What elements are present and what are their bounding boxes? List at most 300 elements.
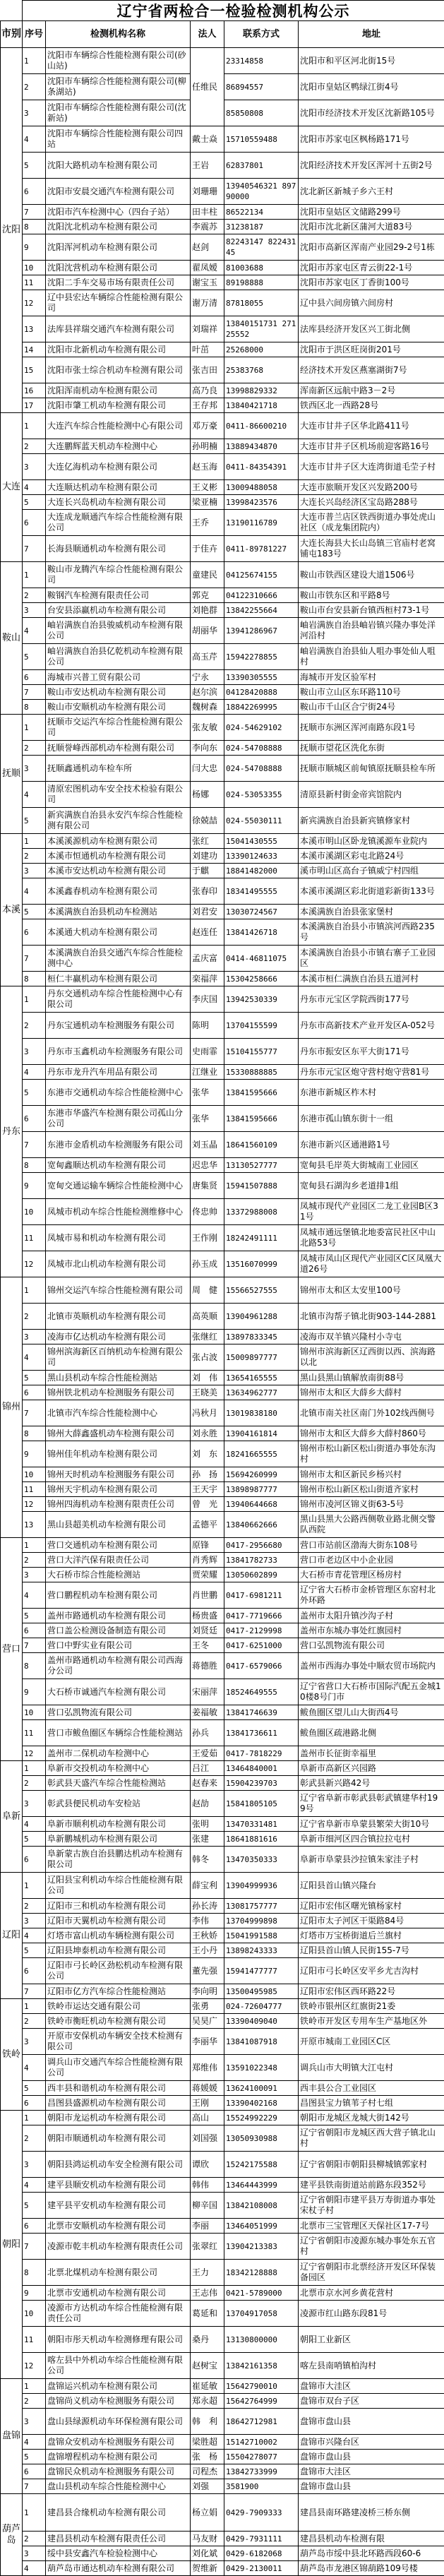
institution-name: 沈阳二手车交易市场有限责任公司	[46, 275, 191, 290]
row-number: 7	[23, 685, 46, 700]
institution-name: 朝阳市顺通机动车检测有限公司	[46, 2125, 191, 2152]
row-number: 6	[23, 1623, 46, 1638]
institution-name: 沈阳沈北机动车检测有限公司	[46, 220, 191, 234]
institution-name: 桓仁丰赢机动车检测有限公司	[46, 972, 191, 986]
table-row	[1, 1080, 444, 1106]
legal-rep: 梁胜超	[191, 2435, 224, 2450]
legal-rep: 蒋媛媛	[191, 2081, 224, 2096]
row-number: 5	[23, 1609, 46, 1623]
legal-rep: 董先强	[191, 1958, 224, 1984]
address: 辽宁省阜新市彰武县彰武镇建华村199号	[299, 1791, 444, 1817]
table-row	[1, 1158, 444, 1173]
contact-phone: 15642790010	[224, 2379, 299, 2394]
table-row	[1, 1400, 444, 1426]
address: 本溪市桓仁满族自治县五道河村	[299, 972, 444, 986]
legal-rep: 陈明	[191, 1013, 224, 1039]
address: 辽阳县首山镇人民街155-7号	[299, 1943, 444, 1958]
legal-rep: 赵剑	[191, 234, 224, 261]
row-number: 5	[23, 153, 46, 179]
institution-name: 沈阳市北新机动车检测有限公司	[46, 342, 191, 357]
address: 大石桥市青花管理区杨房村	[299, 1568, 444, 1582]
row-number: 7	[23, 1638, 46, 1653]
table-row	[1, 179, 444, 205]
table-row	[1, 1928, 444, 1943]
address: 阜新市细河区四合镇拉拉屯村	[299, 1832, 444, 1847]
table-row	[1, 1832, 444, 1847]
row-number: 4	[23, 1928, 46, 1943]
table-row	[1, 808, 444, 834]
row-number: 4	[23, 618, 46, 644]
address: 辽宁省营口大石桥市国际汽配五金城10楼8号门市	[299, 1679, 444, 1705]
institution-name: 黑山县机动车综合性能检测站	[46, 1371, 191, 1385]
address: 黑山县黑山镇解放南街88号	[299, 1371, 444, 1385]
address: 沈阳市高新区浑南产业园29-2号1栋	[299, 234, 444, 261]
table-row	[1, 2219, 444, 2234]
address: 锦州市滨海新区辽西街以西、滨海路以北	[299, 1344, 444, 1371]
contact-phone: 13030724567	[224, 905, 299, 919]
institution-name: 盘锦众安机动车检测服务有限公司	[46, 2435, 191, 2450]
contact-phone: 15142710002	[224, 2435, 299, 2450]
row-number: 6	[23, 1385, 46, 1400]
legal-rep: 史雨霏	[191, 1039, 224, 1065]
table-row	[1, 2409, 444, 2435]
contact-phone: 13842161358	[224, 2353, 299, 2379]
contact-phone: 13130527777	[224, 1158, 299, 1173]
city-cell: 辽阳	[1, 1873, 23, 1999]
row-number: 8	[23, 2260, 46, 2286]
contact-phone: 13464840001	[224, 1761, 299, 1776]
address: 灯塔市万宝桥街道后兰旗村	[299, 1928, 444, 1943]
table-row	[1, 454, 444, 480]
legal-rep: 桑丹	[191, 2327, 224, 2353]
legal-rep: 刘国强	[191, 2125, 224, 2152]
institution-name: 营口弘凯物流有限公司	[46, 1705, 191, 1720]
header-row	[1, 21, 444, 48]
table-row	[1, 1984, 444, 1999]
row-number: 5	[23, 2450, 46, 2464]
legal-rep: 李丽华	[191, 2029, 224, 2055]
address: 朝阳工业新区	[299, 2327, 444, 2353]
contact-phone: 15694260999	[224, 1467, 299, 1482]
legal-rep: 谢宝玉	[191, 275, 224, 290]
table-row	[1, 644, 444, 670]
table-row	[1, 495, 444, 510]
legal-rep: 刘化斌	[191, 2546, 224, 2561]
contact-phone: 13634962777	[224, 1385, 299, 1400]
row-number: 3	[23, 1791, 46, 1817]
table-row	[1, 1013, 444, 1039]
title-blank-cell	[1, 1, 23, 21]
legal-rep: 张华	[191, 1106, 224, 1132]
address: 沈阳市于洪区旺岗街201号	[299, 342, 444, 357]
legal-rep: 张翠红	[191, 2234, 224, 2260]
legal-rep: 肖秀辉	[191, 1553, 224, 1568]
institution-name: 凤城市北山机动车检测有限公司	[46, 1251, 191, 1277]
table-row	[1, 1914, 444, 1928]
address: 大连长海县大长山岛镇三官庙村老窝铺屯183号	[299, 536, 444, 562]
table-row	[1, 261, 444, 275]
row-number: 7	[23, 205, 46, 220]
legal-rep: 张华	[191, 1080, 224, 1106]
table-row	[1, 1653, 444, 1679]
legal-rep: 张红	[191, 834, 224, 849]
legal-rep: 张春印	[191, 878, 224, 905]
contact-phone: 13998423576	[224, 495, 299, 510]
row-number: 6	[23, 1847, 46, 1873]
row-number: 3	[23, 2029, 46, 2055]
contact-phone: 15941477777	[224, 1958, 299, 1984]
institution-name: 盘锦尚义机动车检测服务有限公司	[46, 2394, 191, 2409]
contact-phone: 13841426718	[224, 919, 299, 946]
city-cell: 营口	[1, 1538, 23, 1761]
institution-name: 本溪满族自治县机动车检测站	[46, 905, 191, 919]
row-number: 11	[23, 1720, 46, 1746]
address: 建昌县机动车检测有限	[299, 2532, 444, 2546]
address: 沈阳市和平区河北街15号	[299, 48, 444, 74]
table-row	[1, 834, 444, 849]
table-row	[1, 849, 444, 864]
table-row	[1, 2234, 444, 2260]
institution-name: 盘山县机动车综合性能检测中心	[46, 2479, 191, 2494]
table-row	[1, 1899, 444, 1914]
contact-phone: 86894557	[224, 74, 299, 100]
row-number: 2	[23, 1013, 46, 1039]
institution-name: 大石桥市综合性能检测站	[46, 1568, 191, 1582]
institution-name: 凌海市亿达机动车检测有限公司	[46, 1330, 191, 1344]
contact-phone: 62837801	[224, 153, 299, 179]
institution-name: 锦州大薛鑫盛机动车检测有限公司	[46, 1426, 191, 1441]
row-number: 1	[23, 715, 46, 741]
table-row	[1, 685, 444, 700]
address: 葫芦岛市龙港区锦葫路109号楼	[299, 2561, 444, 2576]
city-cell: 朝阳	[1, 2111, 23, 2379]
table-row	[1, 2111, 444, 2125]
contact-phone: 13841782733	[224, 1553, 299, 1568]
institution-name: 沈阳市车辆综合性能检测有限公司(砂山站)	[46, 48, 191, 74]
contact-phone: 13050930988	[224, 2125, 299, 2152]
address: 大连市甘井子区大连湾街道毛茔子村	[299, 454, 444, 480]
table-row	[1, 1958, 444, 1984]
legal-rep: 宁永	[191, 670, 224, 685]
institution-name: 岫岩满族自治县亿乾机动车检测有限公司	[46, 644, 191, 670]
address: 岫岩满族自治县仙人咀办事处仙人咀村	[299, 644, 444, 670]
institution-name: 沈阳市肇工机动车检测有限公司	[46, 398, 191, 413]
table-row	[1, 2152, 444, 2178]
legal-rep: 张建	[191, 1832, 224, 1847]
contact-phone: 18641881616	[224, 1832, 299, 1847]
row-number: 6	[23, 919, 46, 946]
legal-rep: 郭克	[191, 588, 224, 603]
address: 辽宁省朝阳市龙城区西大营子镇北山村	[299, 2125, 444, 2152]
row-number: 2	[23, 1776, 46, 1791]
contact-phone: 13464051999	[224, 2219, 299, 2234]
table-row	[1, 2532, 444, 2546]
row-number: 14	[23, 342, 46, 357]
institution-name: 盖州市路通机动车检测有限公司	[46, 1609, 191, 1623]
row-number: 3	[23, 1568, 46, 1582]
row-number: 7	[23, 2234, 46, 2260]
row-number: 6	[23, 2464, 46, 2479]
legal-rep: 王冬	[191, 1638, 224, 1653]
legal-rep: 张勇	[191, 1999, 224, 2014]
institution-name: 营口市鲅鱼圈区车辆综合性能检测站	[46, 1720, 191, 1746]
table-row	[1, 2055, 444, 2081]
institution-name: 盘锦民众机动车检测服务有限公司	[46, 2464, 191, 2479]
legal-rep: 王力	[191, 2260, 224, 2286]
address: 凤城市凤山区现代产业园区C区凤凰大道26号	[299, 1251, 444, 1277]
row-number: 2	[23, 74, 46, 100]
legal-rep: 李庆国	[191, 986, 224, 1013]
institution-name: 沈阳市张士综合机动车检测有限公司	[46, 357, 191, 383]
legal-rep: 孟德平	[191, 1512, 224, 1538]
row-number: 6	[23, 1106, 46, 1132]
row-number: 16	[23, 383, 46, 398]
table-row	[1, 618, 444, 644]
address: 锦州市太和区大薛乡大薛村860号	[299, 1426, 444, 1441]
row-number: 10	[23, 261, 46, 275]
table-row	[1, 1039, 444, 1065]
address: 鲅鱼圈区望儿山大街西4号	[299, 1705, 444, 1720]
row-number: 4	[23, 126, 46, 153]
contact-phone: 13500495985	[224, 1984, 299, 1999]
institution-name: 沈阳市汽车检测中心（四台子站）	[46, 205, 191, 220]
legal-rep: 刘强	[191, 2479, 224, 2494]
contact-phone: 13841087918	[224, 2029, 299, 2055]
address: 本溪市溪湖区彩屯北路24号	[299, 849, 444, 864]
table-row	[1, 1538, 444, 1553]
contact-phone: 13940644668	[224, 1497, 299, 1512]
row-number: 7	[23, 946, 46, 972]
address: 彰武县新兴路42号	[299, 1776, 444, 1791]
institution-name: 营口鹏程机动车检测有限公司	[46, 1582, 191, 1609]
contact-phone: 13941286967	[224, 618, 299, 644]
table-row	[1, 562, 444, 588]
table-row	[1, 1638, 444, 1653]
institution-name: 锦州四海机动车检测有限责任公司	[46, 1497, 191, 1512]
table-row	[1, 2450, 444, 2464]
table-row	[1, 316, 444, 342]
legal-rep: 孟庆富	[191, 946, 224, 972]
institution-name: 宽甸鑫顺达机动车检测有限公司	[46, 1158, 191, 1173]
address: 浑南新区远航中路3－2号	[299, 383, 444, 398]
table-row	[1, 2193, 444, 2219]
legal-rep: 李向明	[191, 1984, 224, 1999]
institution-name: 锦州铁北机动车检测服务有限公司	[46, 1385, 191, 1400]
contact-phone: 13842108008	[224, 2193, 299, 2219]
row-number: 7	[23, 2479, 46, 2494]
contact-phone: 13842255664	[224, 603, 299, 618]
table-row	[1, 1720, 444, 1746]
table-row	[1, 275, 444, 290]
table-row	[1, 1344, 444, 1371]
address: 沈阳经济技术开发区浑河十五街2号	[299, 153, 444, 179]
row-number: 1	[23, 1538, 46, 1553]
legal-rep: 杨贵盛	[191, 1609, 224, 1623]
institution-name: 营口交通机动车检测有限公司	[46, 1538, 191, 1553]
row-number: 10	[23, 1467, 46, 1482]
table-row	[1, 2081, 444, 2096]
institution-name: 辽阳县宝利机动车综合性能检测有限公司	[46, 1873, 191, 1899]
table-row	[1, 234, 444, 261]
row-number: 7	[23, 1132, 46, 1158]
table-row	[1, 670, 444, 685]
address: 辽宁省朝阳市北票经济开发区环保装备园区	[299, 2260, 444, 2286]
contact-phone: 13904999936	[224, 1873, 299, 1899]
table-row	[1, 2494, 444, 2532]
institution-name: 阜新鹏城机动车检测有限公司	[46, 1832, 191, 1847]
institution-name: 凤城市易和机动车检测有限公司	[46, 1225, 191, 1251]
institution-name: 北票北煤机动车检测有限公司	[46, 2260, 191, 2286]
legal-rep: 肖世鹏	[191, 1582, 224, 1609]
row-number: 1	[23, 1277, 46, 1304]
table-row	[1, 1173, 444, 1199]
table-row	[1, 357, 444, 383]
contact-phone: 024-53053355	[224, 782, 299, 808]
institution-name: 灯塔市富山机动车辆检测有限公司	[46, 1928, 191, 1943]
table-row	[1, 603, 444, 618]
legal-rep: 张友敏	[191, 715, 224, 741]
address: 盘锦市双台子区	[299, 2394, 444, 2409]
row-number: 4	[23, 1582, 46, 1609]
row-number: 9	[23, 1173, 46, 1199]
institution-name: 沈阳市车辆综合性能检测有限公司(沈新站)	[46, 100, 191, 126]
contact-phone: 18241665555	[224, 1441, 299, 1467]
institution-name: 大连汽车综合性能检测中心有限公司	[46, 413, 191, 439]
institution-name: 沈阳大路机动车检测有限公司	[46, 153, 191, 179]
contact-phone: 13840662666	[224, 1512, 299, 1538]
table-row	[1, 1776, 444, 1791]
table-row	[1, 1304, 444, 1330]
table-row	[1, 986, 444, 1013]
contact-phone: 024-54629102	[224, 715, 299, 741]
institution-name: 彰武县便民机动车安检站	[46, 1791, 191, 1817]
legal-rep: 赵尔滨	[191, 685, 224, 700]
legal-rep: 谭欣	[191, 2152, 224, 2178]
contact-phone: 13390402168	[224, 2096, 299, 2111]
contact-phone: 15504278077	[224, 2450, 299, 2464]
institution-name: 朝阳市彤天机动车检测修理有限公司	[46, 2327, 191, 2353]
row-number: 4	[23, 878, 46, 905]
contact-phone: 0417-7818229	[224, 1746, 299, 1761]
legal-rep: 赵树宝	[191, 2353, 224, 2379]
city-cell: 阜新	[1, 1761, 23, 1873]
institution-name: 盖州市二保机动车检测中心	[46, 1746, 191, 1761]
contact-phone: 87818055	[224, 290, 299, 316]
table-row	[1, 1679, 444, 1705]
table-row	[1, 1999, 444, 2014]
row-number: 15	[23, 357, 46, 383]
contact-phone: 04128420888	[224, 685, 299, 700]
contact-phone: 13904161814	[224, 1426, 299, 1441]
contact-phone: 13019838180	[224, 1400, 299, 1426]
row-number: 12	[23, 1497, 46, 1512]
institution-name: 沈阳市车辆综合性能检测有限公司(柳条湖站)	[46, 74, 191, 100]
table-row	[1, 2561, 444, 2576]
table-row	[1, 905, 444, 919]
address: 调兵山市大明镇大江屯村	[299, 2055, 444, 2081]
contact-phone: 13081757777	[224, 1899, 299, 1914]
legal-rep: 张 杨	[191, 2450, 224, 2464]
institution-name: 法库县祥瑞交通汽车检测有限公司	[46, 316, 191, 342]
contact-phone: 024-54708888	[224, 756, 299, 782]
row-number: 1	[23, 834, 46, 849]
institution-name: 盘山县绿源机动车环保检测有限公司	[46, 2409, 191, 2435]
institution-name: 建平县顺安机动车检测有限公司	[46, 2178, 191, 2193]
header-city: 市别	[1, 21, 23, 48]
row-number: 4	[23, 1065, 46, 1080]
row-number: 5	[23, 905, 46, 919]
address: 北镇市沟帮子镇北街903-144-2881	[299, 1304, 444, 1330]
legal-rep: 王晓美	[191, 1385, 224, 1400]
address: 凤城市现代产业园区二龙工业园B区31号	[299, 1199, 444, 1225]
table-row	[1, 700, 444, 715]
institution-name: 沈阳市车辆综合性能检测有限公司四站	[46, 126, 191, 153]
legal-rep: 任维民	[191, 48, 224, 126]
contact-phone: 15242175588	[224, 2152, 299, 2178]
legal-rep: 周 健	[191, 1277, 224, 1304]
institution-name: 抚顺誉峰西部机动车检测有限公司	[46, 741, 191, 756]
institution-name: 丹东市龙升汽车用品有限公司	[46, 1065, 191, 1080]
row-number: 1	[23, 562, 46, 588]
contact-phone: 0417-6251000	[224, 1638, 299, 1653]
address: 沈阳市苏家屯区青云街22-1号	[299, 261, 444, 275]
legal-rep: 韩伟	[191, 2178, 224, 2193]
address: 朝阳市龙城区龙城大街142号	[299, 2111, 444, 2125]
table-row	[1, 439, 444, 454]
contact-phone: 81003688	[224, 261, 299, 275]
contact-phone: 13841595666	[224, 1080, 299, 1106]
legal-rep: 王小丹	[191, 1943, 224, 1958]
row-number: 4	[23, 782, 46, 808]
legal-rep: 孙长涛	[191, 1899, 224, 1914]
header-name: 检测机构名称	[46, 21, 191, 48]
contact-phone: 3581900	[224, 2479, 299, 2494]
contact-phone: 13841746639	[224, 1705, 299, 1720]
legal-rep: 闫大忠	[191, 756, 224, 782]
legal-rep: 高英顺	[191, 1304, 224, 1330]
contact-phone: 18642712981	[224, 2409, 299, 2435]
contact-phone: 23314858	[224, 48, 299, 74]
row-number: 3	[23, 1039, 46, 1065]
row-number: 12	[23, 1746, 46, 1761]
table-row	[1, 1426, 444, 1441]
row-number: 17	[23, 398, 46, 413]
contact-phone: 0429-7909333	[224, 2494, 299, 2532]
row-number: 5	[23, 1832, 46, 1847]
contact-phone: 13898987777	[224, 1482, 299, 1497]
table-row	[1, 1609, 444, 1623]
institution-name: 建昌县合缘机动车检测有限公司	[46, 2494, 191, 2532]
table-row	[1, 1568, 444, 1582]
legal-rep: 蒋德胜	[191, 1653, 224, 1679]
address: 铁西区北一西路28号	[299, 398, 444, 413]
contact-phone: 15566527555	[224, 1277, 299, 1304]
contact-phone: 13130800000	[224, 2327, 299, 2353]
institution-name: 长海县顺通机动车检测有限公司	[46, 536, 191, 562]
table-row	[1, 741, 444, 756]
row-number: 4	[23, 2561, 46, 2576]
institution-name: 北票市安顺机动车检测有限公司	[46, 2219, 191, 2234]
table-row	[1, 2546, 444, 2561]
address: 辽阳市宏伟区曙光镇杨家村	[299, 1899, 444, 1914]
address: 沈阳市苏家屯区丁香街100号	[299, 275, 444, 290]
row-number: 6	[23, 179, 46, 205]
row-number: 1	[23, 2379, 46, 2394]
legal-rep: 胡丽华	[191, 618, 224, 644]
contact-phone: 13704155599	[224, 1013, 299, 1039]
legal-rep: 王志伟	[191, 2286, 224, 2301]
legal-rep: 赵劼	[191, 1791, 224, 1817]
